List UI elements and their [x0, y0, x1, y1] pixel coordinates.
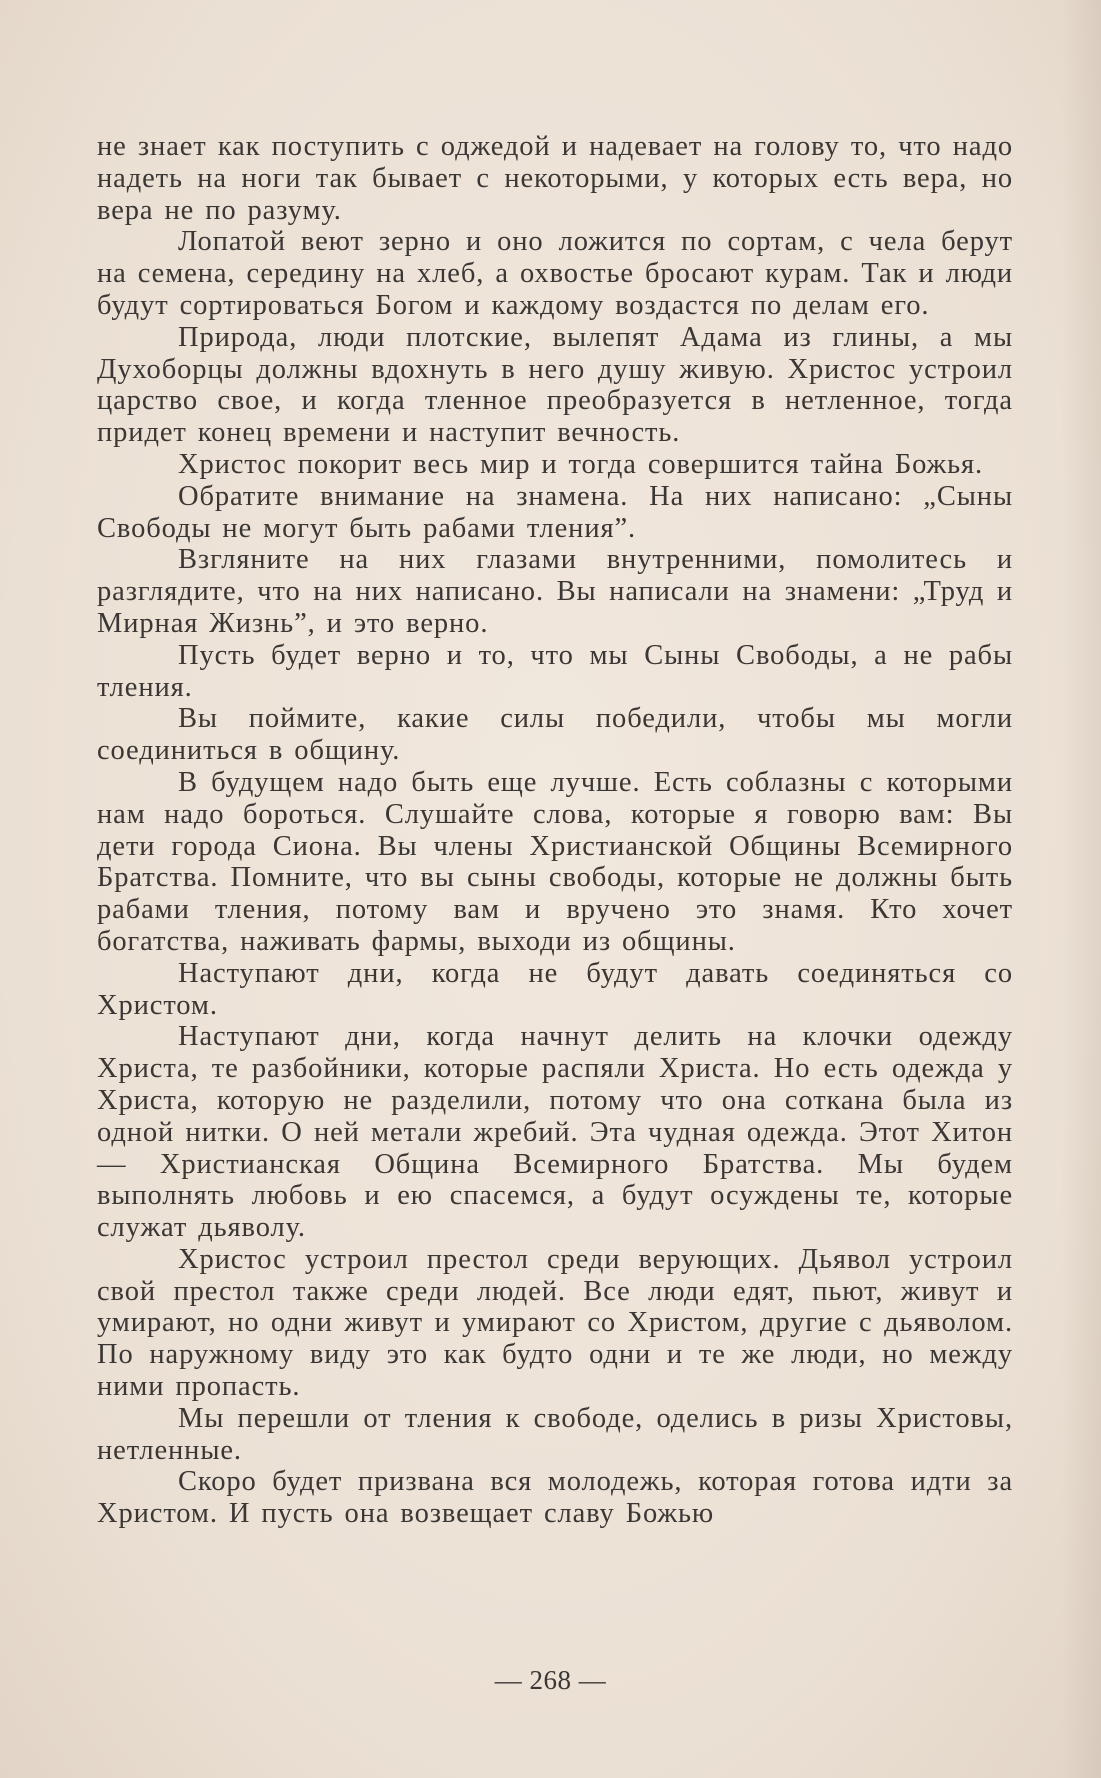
paragraph: Христос покорит весь мир и тогда совершится тайна Божья.: [178, 448, 984, 480]
paragraph: Наступают дни, когда не будут давать соединяться со Христом.: [97, 957, 1013, 1021]
paragraph: Обратите внимание на знамена. На них написано: „Сыны Свободы не могут быть рабами тления”.: [97, 480, 1013, 544]
paragraph: Скоро будет призвана вся молодежь, которая готова идти за Христом. И пусть она возвещает славу Божью: [97, 1466, 1013, 1530]
page-edge-shadow: [1061, 0, 1101, 1778]
paragraph-continuation: не знает как поступить с оджедой и надевает на голову то, что надо надеть на ноги так бывает с некоторыми, у которых есть вера, но вера не по разуму.: [97, 131, 1013, 226]
paragraph: Лопатой веют зерно и оно ложится по сортам, с чела берут на семена, середину на хлеб, а охвостье бросают курам. Так и люди будут сортироваться Богом и каждому воздастся по делам его.: [97, 226, 1013, 321]
paragraph: Наступают дни, когда начнут делить на клочки одежду Христа, те разбойники, которые распяли Христа. Но есть одежда у Христа, которую не разделили, потому что она соткана была из одной нитки. О ней метали жребий. Эта чудная одежда. Этот Хитон — Христианская Община Всемирного Братства. Мы будем выполнять любовь и ею спасемся, а будут осуждены те, которые служат дьяволу.: [97, 1021, 1013, 1244]
paragraph: Взгляните на них глазами внутренними, помолитесь и разглядите, что на них написано. Вы написали на знамени: „Труд и Мирная Жизнь”, и это верно.: [97, 544, 1013, 639]
paragraph: Пусть будет верно и то, что мы Сыны Свободы, а не рабы тления.: [97, 639, 1013, 703]
paragraph: Вы поймите, какие силы победили, чтобы мы могли соединиться в общину.: [97, 703, 1013, 767]
paragraph: Природа, люди плотские, вылепят Адама из глины, а мы Духоборцы должны вдохнуть в него душу живую. Христос устроил царство свое, и когда тленное преобразуется в нетленное, тогда придет конец времени и наступит вечность.: [97, 321, 1013, 449]
paragraph: Мы перешли от тления к свободе, оделись в ризы Христовы, нетленные.: [97, 1402, 1013, 1466]
paragraph: В будущем надо быть еще лучше. Есть соблазны с которыми нам надо бороться. Слушайте слова, которые я говорю вам: Вы дети города Сиона. Вы члены Христианской Общины Всемирного Братства. Помните, что вы сыны свободы, которые не должны быть рабами тления, потому вам и вручено это знамя. Кто хочет богатства, наживать фармы, выходи из общины.: [97, 766, 1013, 957]
body-text: [97, 131, 1013, 1530]
paragraph: Христос устроил престол среди верующих. Дьявол устроил свой престол также среди людей. Все люди едят, пьют, живут и умирают, но одни живут и умирают со Христом, другие с дьяволом. По наружному виду это как будто одни и те же люди, но между ними пропасть.: [97, 1243, 1013, 1403]
page-number: — 268 —: [494, 1665, 607, 1695]
